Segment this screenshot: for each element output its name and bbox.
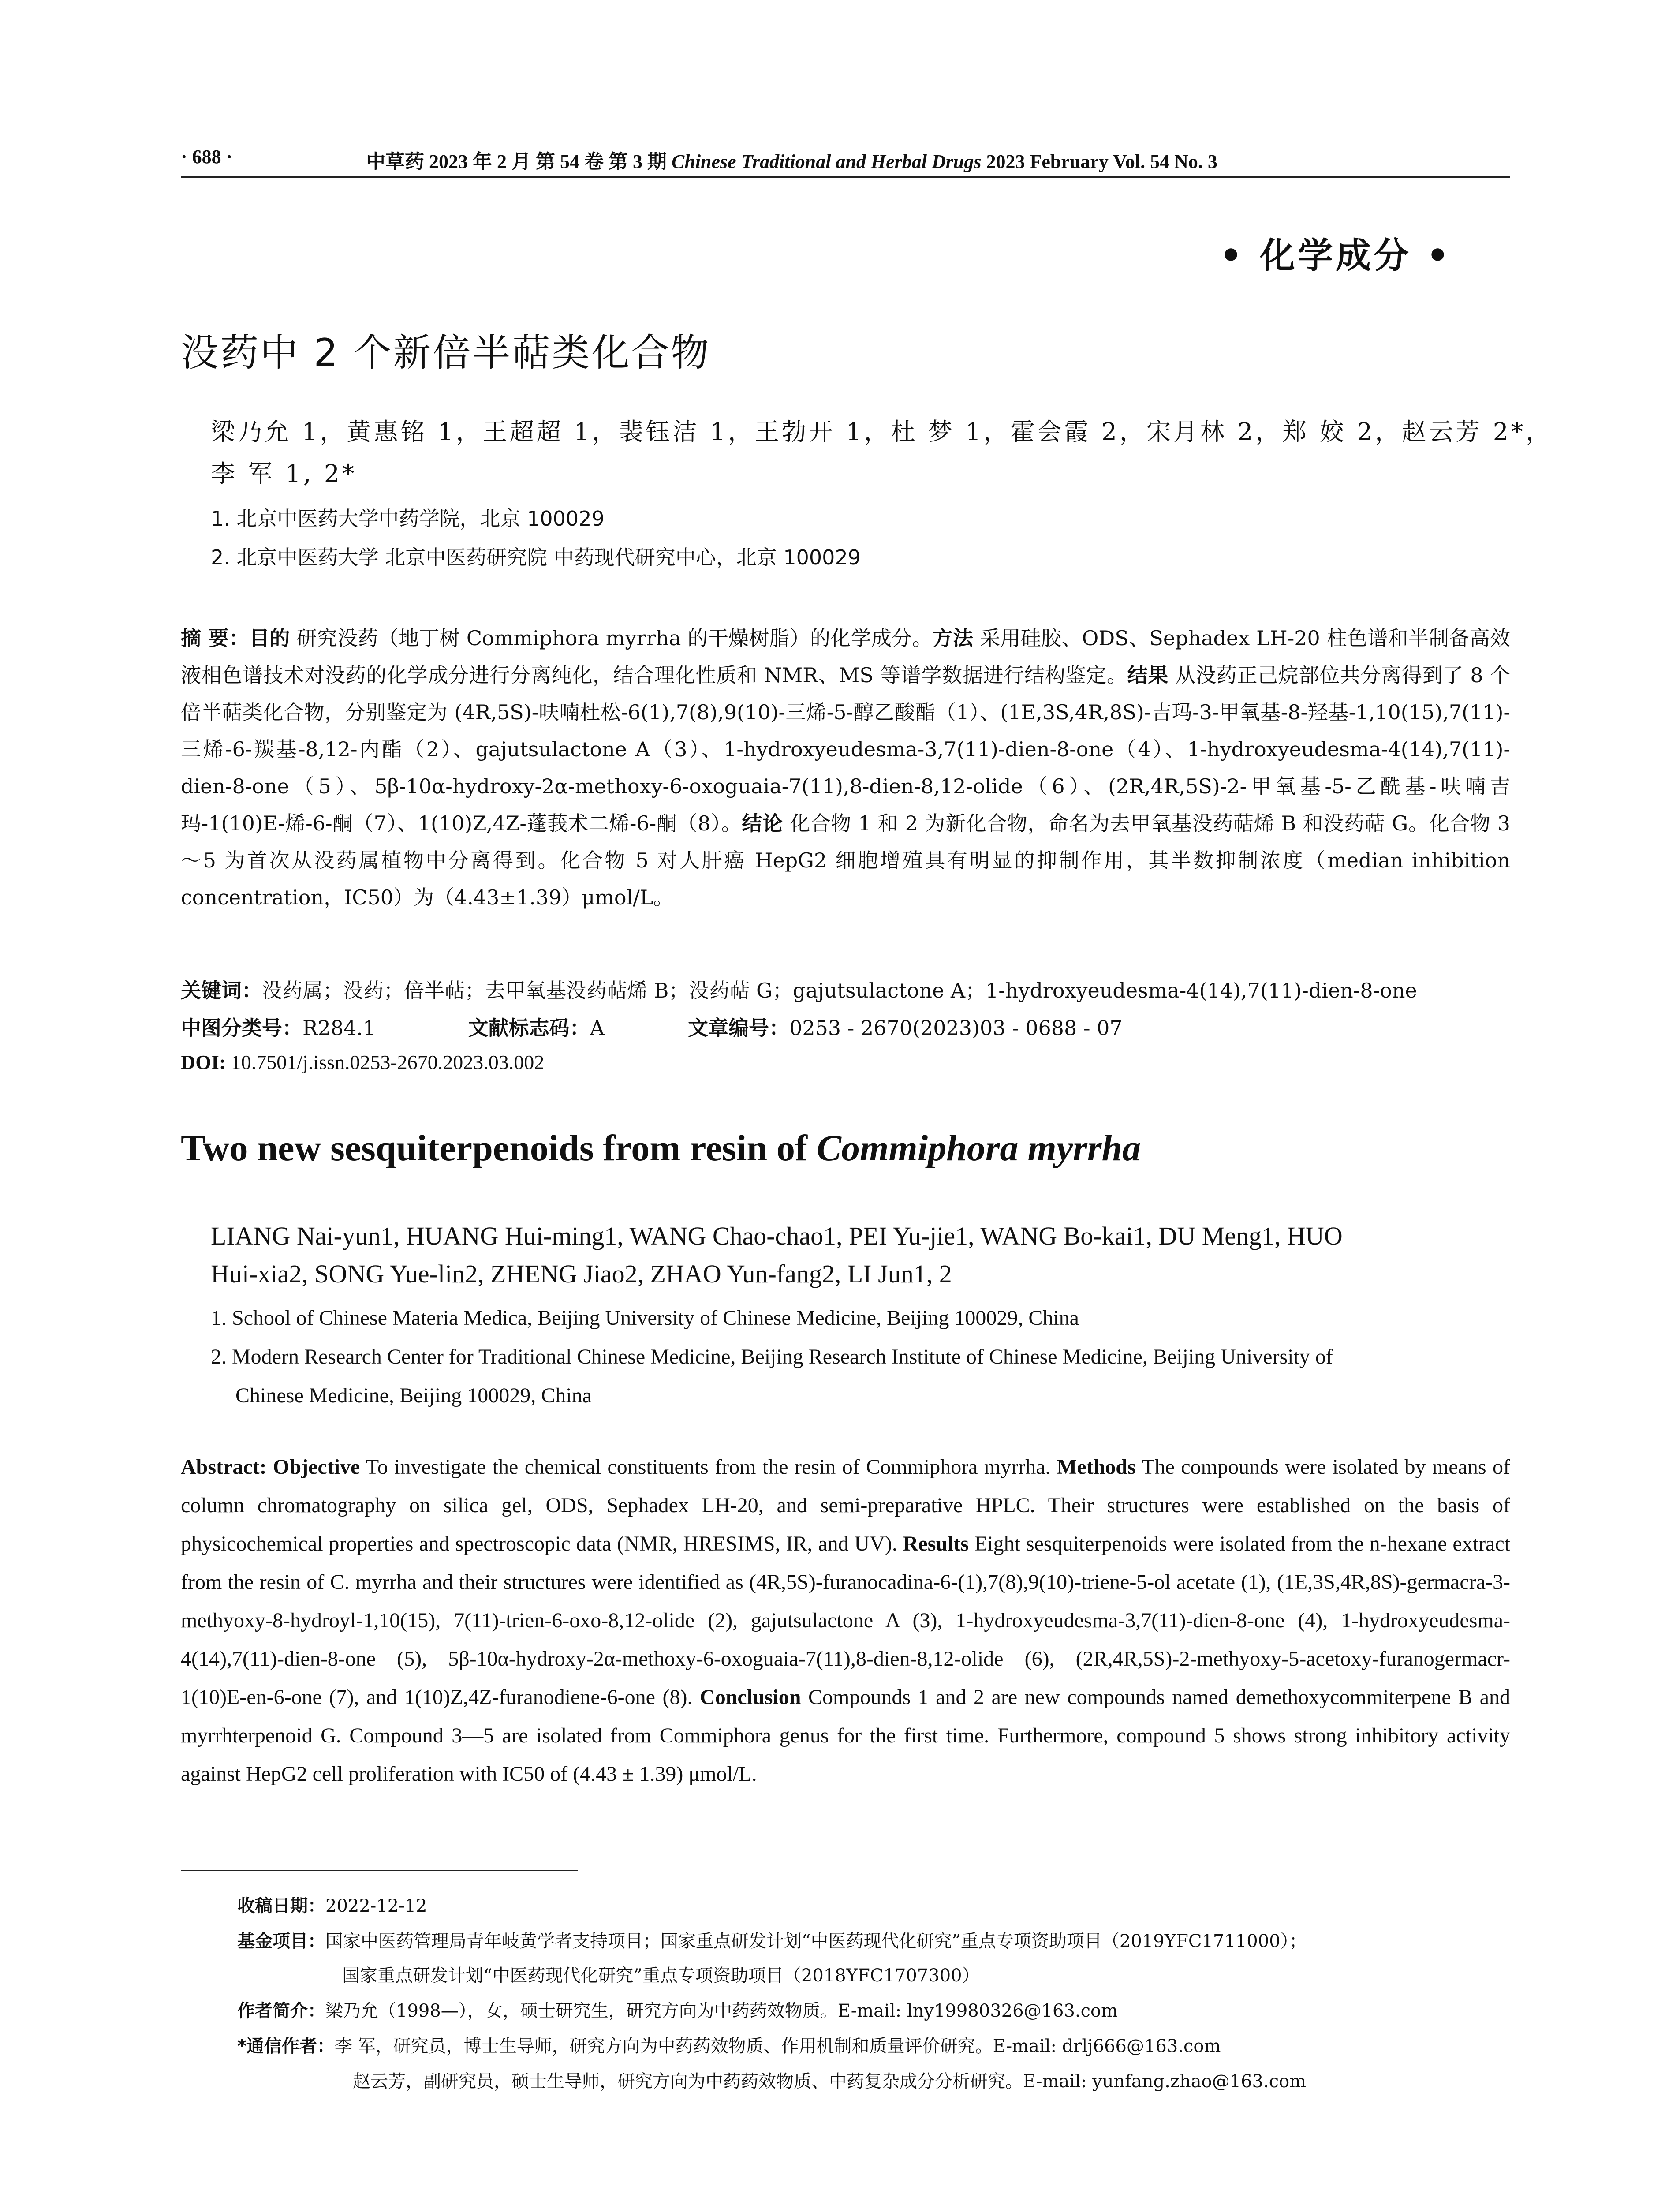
fn-corr-line1: 李 军，研究员，博士生导师，研究方向为中药药效物质、作用机制和质量评价研究。E-mail: drlj666@163.com xyxy=(334,2036,1221,2056)
affiliation-en-2-cont: Chinese Medicine, Beijing 100029, China xyxy=(235,1384,592,1407)
fn-fund-label: 基金项目： xyxy=(237,1931,325,1951)
page-number: · 688 · xyxy=(181,146,233,168)
authors-en-line2: Hui-xia2, SONG Yue-lin2, ZHENG Jiao2, ZHAO Yun-fang2, LI Jun1, 2 xyxy=(211,1259,952,1288)
methods-en-label: Methods xyxy=(1057,1455,1136,1479)
article-no-value: 0253 - 2670(2023)03 - 0688 - 07 xyxy=(789,1016,1123,1040)
authors-en-line1: LIANG Nai-yun1, HUANG Hui-ming1, WANG Chao-chao1, PEI Yu-jie1, WANG Bo-kai1, DU Meng1, HUO xyxy=(211,1222,1343,1250)
fn-fund xyxy=(237,1927,1307,1952)
doc-code-label: 文献标志码： xyxy=(468,1016,590,1040)
article-no-label: 文章编号： xyxy=(688,1016,790,1040)
affiliations-en xyxy=(211,1299,1512,1415)
authors-cn-line1: 梁乃允 1，黄惠铭 1，王超超 1，裴钰洁 1，王勃开 1，杜 梦 1，霍会霞 2，宋月林 2，郑 姣 2，赵云芳 2*， xyxy=(211,418,1553,446)
conclusion-en: Compounds 1 and 2 are new compounds named demethoxycommiterpene B and myrrhterpenoid G. Compound 3—5 are isolated from Commiphora genus for the first time. Furthermore, compound 5 shows strong inhibitory activity against HepG2 cell proliferation with IC50 of (4.43 ± 1.39) μmol/L. xyxy=(181,1686,1511,1786)
affiliation-en-2: 2. Modern Research Center for Traditional Chinese Medicine, Beijing Research Institute of Chinese Medicine, Beijing University of xyxy=(211,1345,1333,1368)
fn-corr xyxy=(237,2032,1221,2057)
fn-fund-line2: 国家重点研发计划“中医药现代化研究”重点专项资助项目（2018YFC1707300） xyxy=(342,1966,980,1986)
fn-corr-label: *通信作者： xyxy=(237,2036,335,2056)
conclusion-en-label: Conclusion xyxy=(700,1686,801,1709)
objective-cn: 研究没药（地丁树 Commiphora myrrha 的干燥树脂）的化学成分。 xyxy=(290,626,933,650)
classification-line xyxy=(181,1012,1123,1041)
objective-en: To investigate the chemical constituents from the resin of Commiphora myrrha. xyxy=(360,1455,1057,1479)
journal-line-en: Chinese Traditional and Herbal Drugs xyxy=(672,151,982,172)
running-header xyxy=(181,146,1510,172)
keywords-cn-label: 关键词： xyxy=(181,979,262,1002)
doi-value: 10.7501/j.issn.0253-2670.2023.03.002 xyxy=(226,1051,545,1073)
results-en-label: Results xyxy=(903,1532,969,1555)
methods-cn-label: 方法 xyxy=(932,626,974,650)
conclusion-cn-label: 结论 xyxy=(742,811,783,835)
methods-en: The compounds were isolated by means of column chromatography on silica gel, ODS, Sephadex LH-20, and semi-preparative HPLC. Their structures were established on the basis of physicochemical properties and spectroscopic data (NMR, HRESIMS, IR, and UV). xyxy=(181,1455,1510,1555)
footnote-rule xyxy=(181,1870,578,1871)
title-en-main: Two new sesquiterpenoids from resin of xyxy=(181,1128,817,1169)
doc-code-value: A xyxy=(590,1016,605,1040)
section-label: • 化学成分 • xyxy=(1220,235,1452,276)
clc-value: R284.1 xyxy=(302,1016,376,1040)
fn-fund-line1: 国家中医药管理局青年岐黄学者支持项目；国家重点研发计划“中医药现代化研究”重点专项资助项目（2019YFC1711000）； xyxy=(325,1931,1307,1951)
authors-en xyxy=(211,1217,1512,1293)
header-rule xyxy=(181,176,1510,178)
title-en xyxy=(181,1127,1141,1170)
results-cn-label: 结果 xyxy=(1127,663,1169,687)
fn-corr-line2: 赵云芳，副研究员，硕士生导师，研究方向为中药药效物质、中药复杂成分分析研究。E-mail: yunfang.zhao@163.com xyxy=(353,2071,1307,2092)
affiliation-cn-1: 1. 北京中医药大学中药学院，北京 100029 xyxy=(211,507,605,531)
fn-author-text: 梁乃允（1998—），女，硕士研究生，研究方向为中药药效物质。E-mail: lny19980326@163.com xyxy=(325,2001,1118,2021)
results-en: Eight sesquiterpenoids were isolated from the n-hexane extract from the resin of C. myrrha and their structures were identified as (4R,5S)-furanocadina-6-(1),7(8),9(10)-triene-5-ol acetate (1), (1E,3S,4R,8S)-germacra-3-methyoxy-8-hydroyl-1,10(15), 7(11)-trien-6-oxo-8,12-olide (2), gajutsulactone A (3), 1-hydroxyeudesma-3,7(11)-dien-8-one (4), 1-hydroxyeudesma-4(14),7(11)-dien-8-one (5), 5β-10α-hydroxy-2α-methoxy-6-oxoguaia-7(11),8-dien-8,12-olide (6), (2R,4R,5S)-2-methyoxy-5-acetoxy-furanogermacr-1(10)E-en-6-one (7), and 1(10)Z,4Z-furanodiene-6-one (8). xyxy=(181,1532,1511,1709)
journal-line-cn: 中草药 2023 年 2 月 第 54 卷 第 3 期 xyxy=(366,151,667,172)
conclusion-cn: 化合物 1 和 2 为新化合物，命名为去甲氧基没药萜烯 B 和没药萜 G。化合物 3～5 为首次从没药属植物中分离得到。化合物 5 对人肝癌 HepG2 细胞增殖具有明显的抑制作用，其半数抑制浓度（median inhibition concentration，IC50）为（4.43±1.39）μmol/L。 xyxy=(181,811,1510,909)
fn-received-label: 收稿日期： xyxy=(237,1896,325,1916)
results-cn: 从没药正己烷部位共分离得到了 8 个倍半萜类化合物，分别鉴定为 (4R,5S)-呋喃杜松-6(1),7(8),9(10)-三烯-5-醇乙酸酯（1）、(1E,3S,4R,8S)-吉玛-3-甲氧基-8-羟基-1,10(15),7(11)-三烯-6-羰基-8,12-内酯（2）、gajutsulactone A（3）、1-hydroxyeudesma-3,7(11)-dien-8-one（4）、1-hydroxyeudesma-4(14),7(11)-dien-8-one（5）、5β-10α-hydroxy-2α-methoxy-6-oxoguaia-7(11),8-dien-8,12-olide（6）、(2R,4R,5S)-2-甲氧基-5-乙酰基-呋喃吉玛-1(10)E-烯-6-酮（7）、1(10)Z,4Z-蓬莪术二烯-6-酮（8）。 xyxy=(181,663,1511,835)
methods-cn: 采用硅胶、ODS、Sephadex LH-20 柱色谱和半制备高效液相色谱技术对没药的化学成分进行分离纯化，结合理化性质和 NMR、MS 等谱学数据进行结构鉴定。 xyxy=(181,626,1511,687)
doi-label: DOI: xyxy=(181,1051,226,1073)
doi-line xyxy=(181,1050,544,1074)
abstract-cn xyxy=(181,620,1510,916)
fn-received xyxy=(237,1892,427,1917)
authors-cn-line2: 李 军 1, 2* xyxy=(211,460,357,488)
keywords-cn xyxy=(181,975,1417,1004)
title-en-italic: Commiphora myrrha xyxy=(817,1128,1141,1169)
objective-cn-label: 目的 xyxy=(249,626,290,650)
fn-author-label: 作者简介： xyxy=(237,2001,325,2021)
affiliation-en-1: 1. School of Chinese Materia Medica, Beijing University of Chinese Medicine, Beijing 100029, China xyxy=(211,1306,1079,1330)
keywords-cn-text: 没药属；没药；倍半萜；去甲氧基没药萜烯 B；没药萜 G；gajutsulactone A；1-hydroxyeudesma-4(14),7(11)-dien-8-one xyxy=(262,979,1417,1002)
fn-received-date: 2022-12-12 xyxy=(325,1896,427,1916)
journal-line-en-tail: 2023 February Vol. 54 No. 3 xyxy=(981,151,1217,172)
abstract-en xyxy=(181,1448,1510,1793)
fn-author xyxy=(237,1997,1118,2022)
journal-line xyxy=(366,146,1217,174)
abstract-cn-label: 摘 要： xyxy=(181,626,250,650)
clc-label: 中图分类号： xyxy=(181,1016,302,1040)
affiliation-cn-2: 2. 北京中医药大学 北京中医药研究院 中药现代研究中心，北京 100029 xyxy=(211,546,861,569)
abstract-en-label: Abstract: Objective xyxy=(181,1455,360,1479)
title-cn: 没药中 2 个新倍半萜类化合物 xyxy=(181,331,711,375)
